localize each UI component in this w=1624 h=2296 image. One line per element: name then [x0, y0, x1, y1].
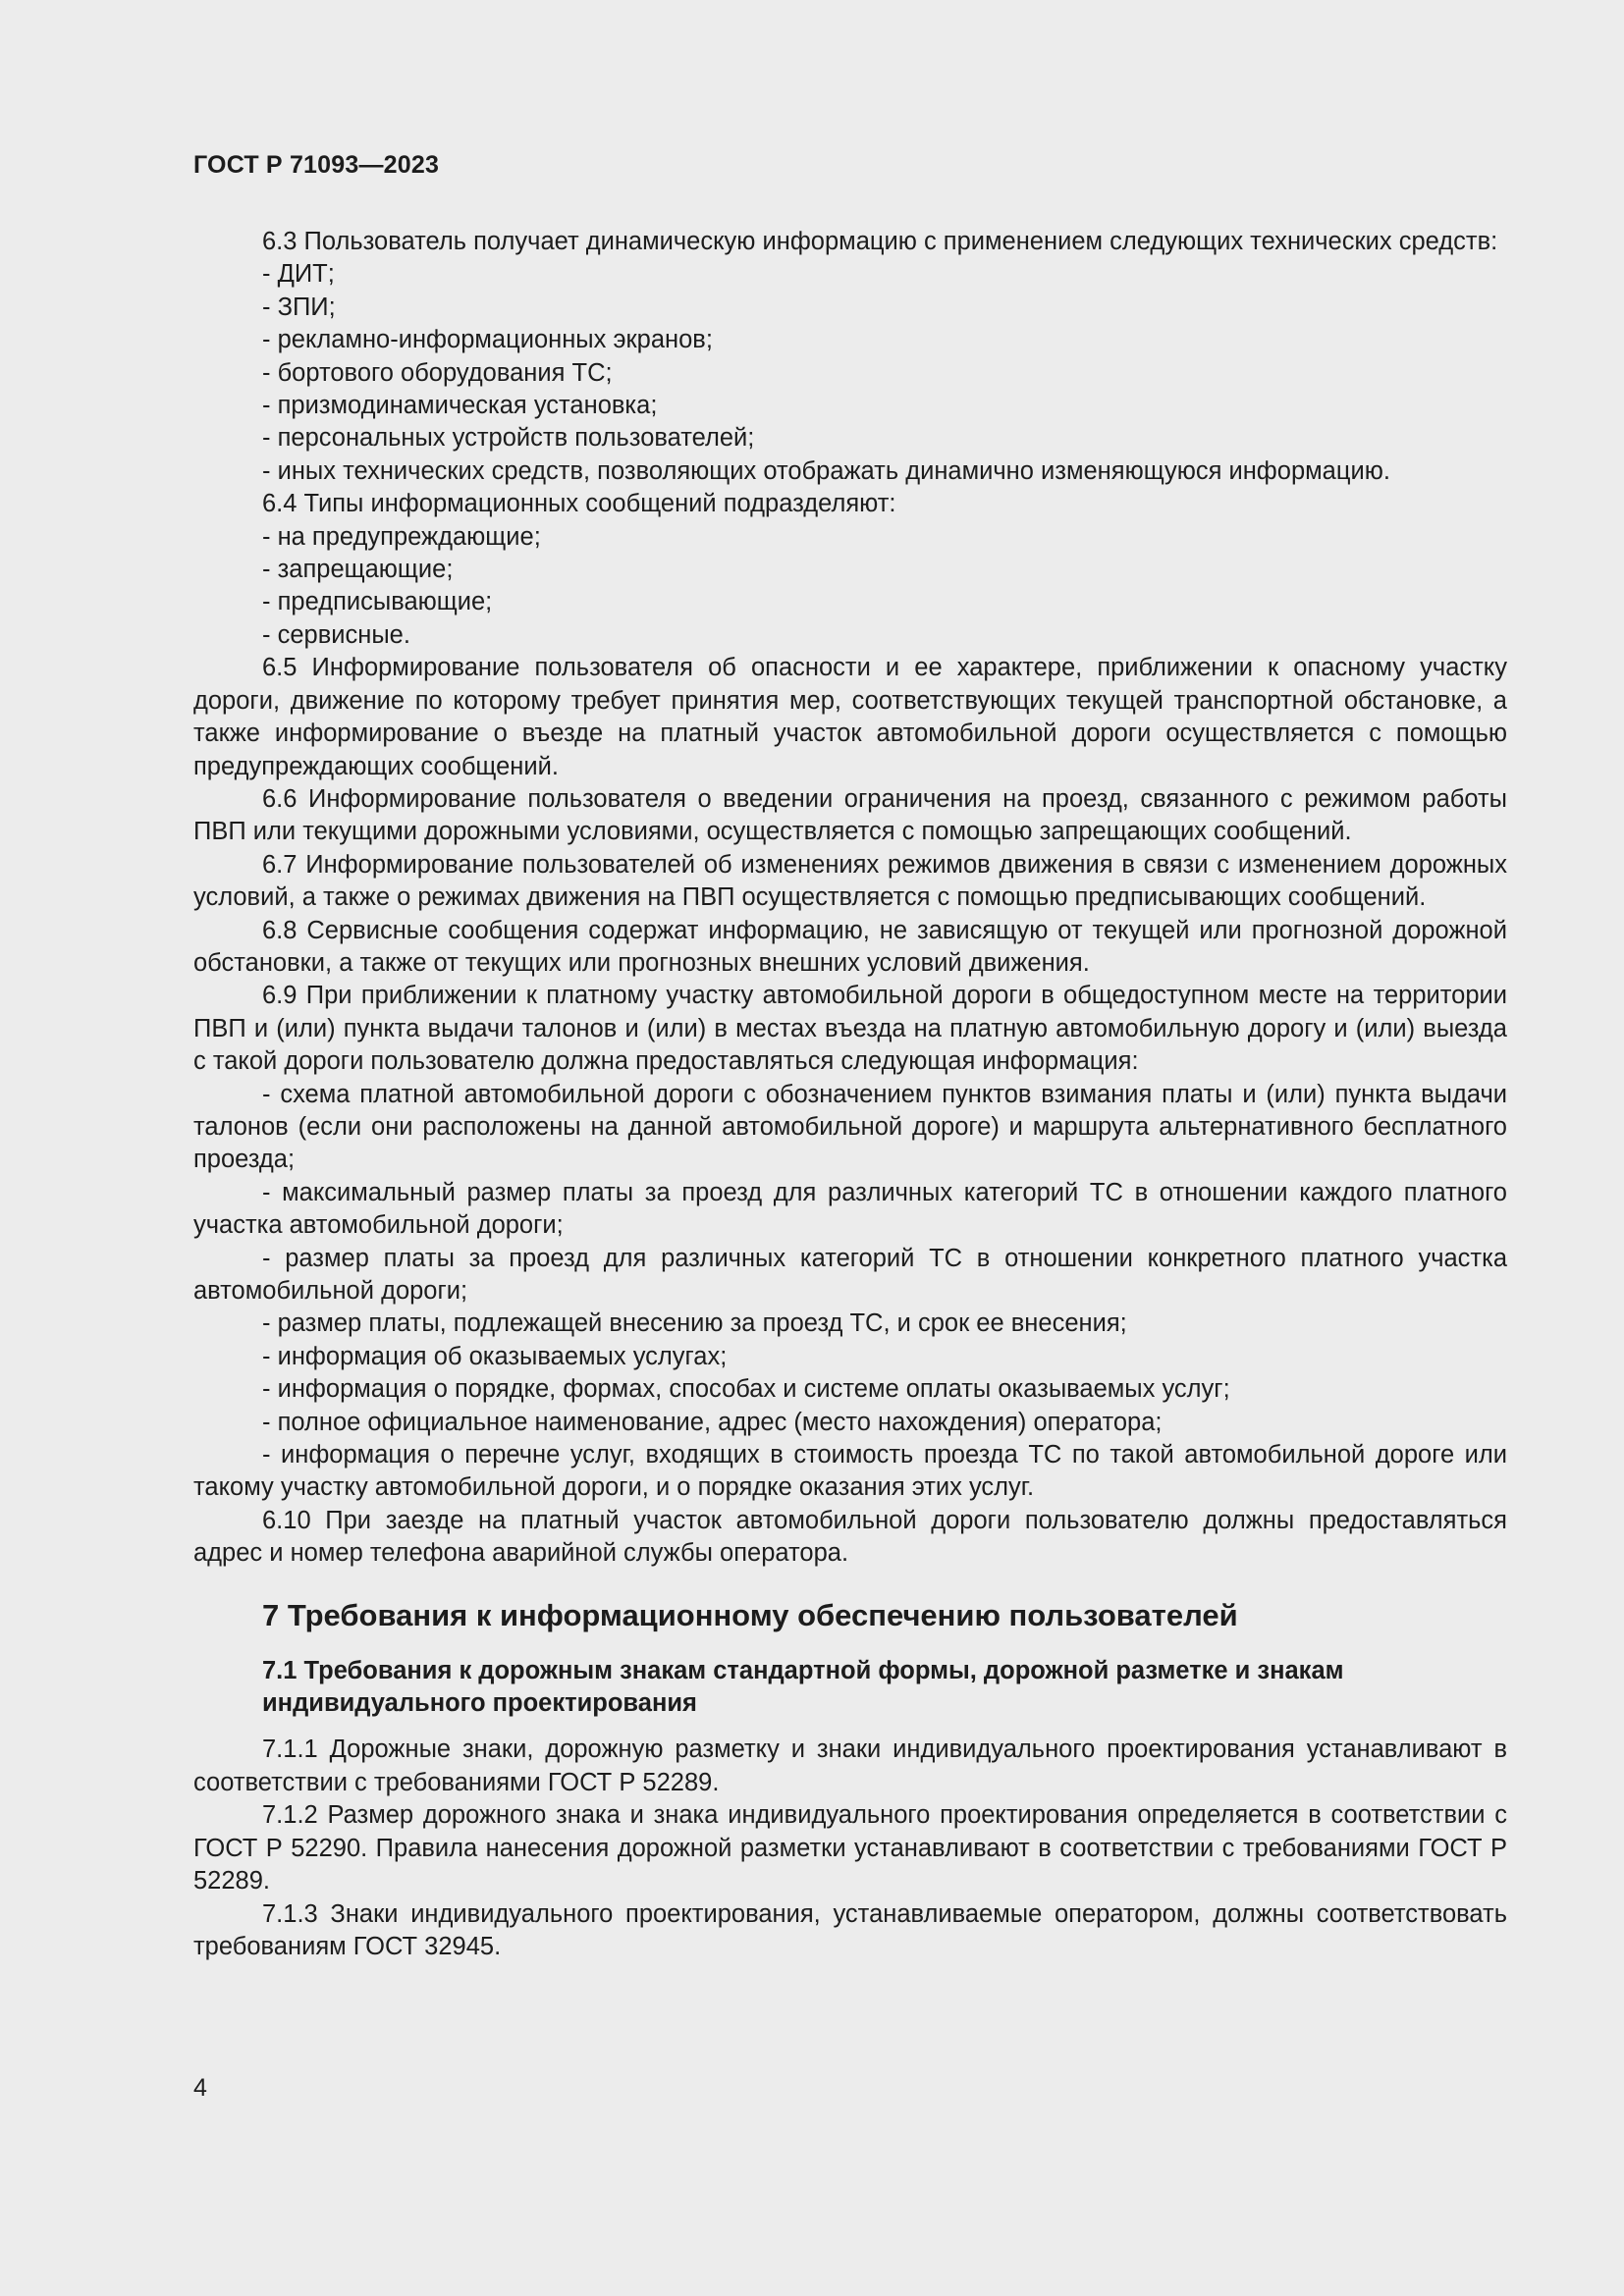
list-item: - сервисные.	[262, 620, 410, 649]
list-item: - запрещающие;	[262, 556, 454, 584]
paragraph-6-9: 6.9 При приближении к платному участку автомобильной дороги в общедоступном месте на территории ПВП и (или) пункта выдачи талонов и (или) в местах въезда на платную автомобильную дорогу и (или) выезда с такой дороги пользователю должна предоставляться следующая информация:	[193, 982, 1507, 1076]
list-item: - информация о перечне услуг, входящих в стоимость проезда ТС по такой автомобильной дороге или такому участку автомобильной дороги, и о порядке оказания этих услуг.	[193, 1441, 1507, 1502]
list-item: - ДИТ;	[262, 260, 335, 289]
list-item: - информация об оказываемых услугах;	[262, 1342, 728, 1370]
list-item: - призмодинамическая установка;	[262, 392, 658, 420]
paragraph-7-1-3: 7.1.3 Знаки индивидуального проектирования, устанавливаемые оператором, должны соответствовать требованиям ГОСТ 32945.	[193, 1899, 1507, 1960]
document-code-header: ГОСТ Р 71093—2023	[193, 151, 440, 179]
list-item: - информация о порядке, формах, способах и системе оплаты оказываемых услуг;	[262, 1375, 1230, 1404]
document-body	[193, 226, 1507, 1963]
list-item: - размер платы за проезд для различных категорий ТС в отношении конкретного платного участка автомобильной дороги;	[193, 1244, 1507, 1305]
subsection-7-1-title: 7.1 Требования к дорожным знакам стандартной формы, дорожной разметке и знакам индивидуального проектирования	[262, 1656, 1344, 1718]
list-item: - на предупреждающие;	[262, 522, 541, 551]
list-item: - предписывающие;	[262, 588, 493, 616]
paragraph-7-1-2: 7.1.2 Размер дорожного знака и знака индивидуального проектирования определяется в соответствии с ГОСТ Р 52290. Правила нанесения дорожной разметки устанавливают в соответствии с требованиями ГОСТ Р 52289.	[193, 1801, 1507, 1896]
paragraph-6-3: 6.3 Пользователь получает динамическую информацию с применением следующих технических средств:	[262, 228, 1498, 255]
paragraph-6-8: 6.8 Сервисные сообщения содержат информацию, не зависящую от текущей или прогнозной дорожной обстановки, а также от текущих или прогнозных внешних условий движения.	[193, 916, 1507, 977]
list-item: - полное официальное наименование, адрес (место нахождения) оператора;	[262, 1408, 1163, 1436]
list-item: - максимальный размер платы за проезд для различных категорий ТС в отношении каждого платного участка автомобильной дороги;	[193, 1178, 1507, 1240]
page-number: 4	[193, 2074, 207, 2102]
list-item: - персональных устройств пользователей;	[262, 424, 755, 453]
list-item: - схема платной автомобильной дороги с обозначением пунктов взимания платы и (или) пункта выдачи талонов (если они расположены на данной автомобильной дороге) и маршрута альтернативного бесплатного проезда;	[193, 1080, 1507, 1174]
paragraph-6-6: 6.6 Информирование пользователя о введении ограничения на проезд, связанного с режимом работы ПВП или текущими дорожными условиями, осуществляется с помощью запрещающих сообщений.	[193, 784, 1507, 846]
list-item: - бортового оборудования ТС;	[262, 358, 613, 387]
section-7-title: 7 Требования к информационному обеспечению пользователей	[262, 1597, 1238, 1632]
paragraph-6-10: 6.10 При заезде на платный участок автомобильной дороги пользователю должны предоставляться адрес и номер телефона аварийной службы оператора.	[193, 1506, 1507, 1568]
list-item: - иных технических средств, позволяющих отображать динамично изменяющуюся информацию.	[262, 456, 1390, 485]
paragraph-6-5: 6.5 Информирование пользователя об опасности и ее характере, приближении к опасному участку дороги, движение по которому требует принятия мер, соответствующих текущей транспортной обстановке, а также информирование о въезде на платный участок автомобильной дороги осуществляется с помощью предупреждающих сообщений.	[193, 654, 1507, 780]
list-item: - рекламно-информационных экранов;	[262, 326, 713, 354]
paragraph-6-7: 6.7 Информирование пользователей об изменениях режимов движения в связи с изменением дорожных условий, а также о режимах движения на ПВП осуществляется с помощью предписывающих сообщений.	[193, 850, 1507, 912]
paragraph-7-1-1: 7.1.1 Дорожные знаки, дорожную разметку и знаки индивидуального проектирования устанавливают в соответствии с требованиями ГОСТ Р 52289.	[193, 1735, 1507, 1796]
list-item: - ЗПИ;	[262, 293, 336, 321]
paragraph-6-4: 6.4 Типы информационных сообщений подразделяют:	[262, 490, 896, 518]
list-item: - размер платы, подлежащей внесению за проезд ТС, и срок ее внесения;	[262, 1309, 1127, 1338]
